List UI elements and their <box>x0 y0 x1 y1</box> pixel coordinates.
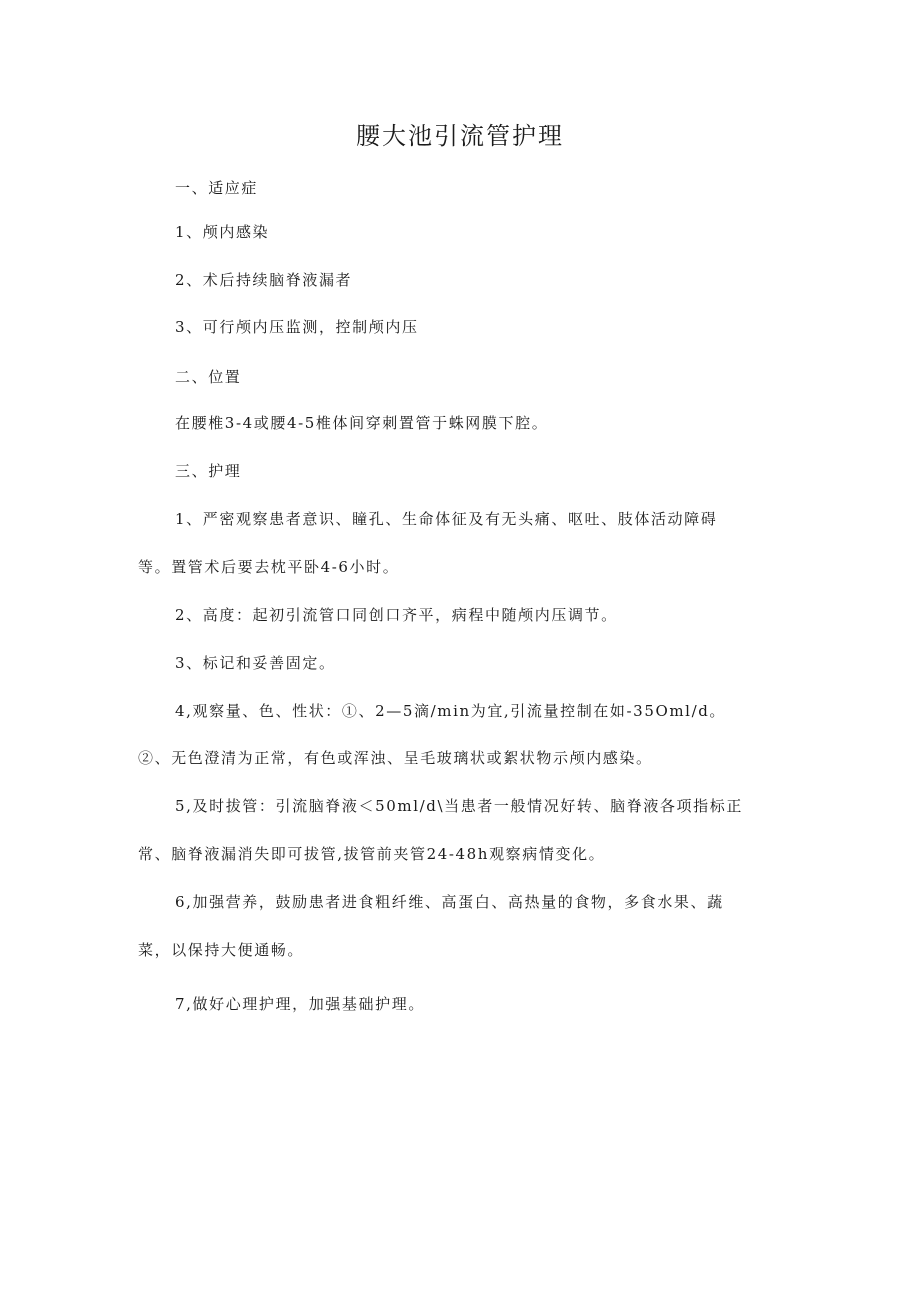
section-heading-indications: 一、适应症 <box>175 179 259 197</box>
nursing-item-6-line-2: 菜，以保持大便通畅。 <box>138 941 305 959</box>
indication-item-2: 2、术后持续脑脊液漏者 <box>175 271 353 289</box>
section-heading-position: 二、位置 <box>175 368 242 386</box>
nursing-item-2: 2、高度：起初引流管口同创口齐平，病程中随颅内压调节。 <box>175 606 618 624</box>
nursing-item-6-line-1: 6,加强营养，鼓励患者进食粗纤维、高蛋白、高热量的食物，多食水果、蔬 <box>175 893 724 911</box>
nursing-item-5-line-2: 常、脑脊液漏消失即可拔管,拔管前夹管24-48h观察病情变化。 <box>138 845 606 863</box>
nursing-item-3: 3、标记和妥善固定。 <box>175 654 336 672</box>
indication-item-1: 1、颅内感染 <box>175 223 270 241</box>
document-title: 腰大池引流管护理 <box>356 122 564 150</box>
section-heading-nursing: 三、护理 <box>175 462 242 480</box>
position-text: 在腰椎3-4或腰4-5椎体间穿刺置管于蛛网膜下腔。 <box>175 414 549 432</box>
nursing-item-1-line-2: 等。置管术后要去枕平卧4-6小时。 <box>138 558 400 576</box>
nursing-item-4-line-1: 4,观察量、色、性状：①、2—5滴/min为宜,引流量控制在如-35Oml/d。 <box>175 702 727 720</box>
nursing-item-7: 7,做好心理护理，加强基础护理。 <box>175 995 425 1013</box>
nursing-item-1-line-1: 1、严密观察患者意识、瞳孔、生命体征及有无头痛、呕吐、肢体活动障碍 <box>175 510 718 528</box>
nursing-item-4-line-2: ②、无色澄清为正常，有色或浑浊、呈毛玻璃状或絮状物示颅内感染。 <box>138 749 653 767</box>
nursing-item-5-line-1: 5,及时拔管：引流脑脊液＜50ml/d\当患者一般情况好转、脑脊液各项指标正 <box>175 797 743 815</box>
indication-item-3: 3、可行颅内压监测，控制颅内压 <box>175 318 419 336</box>
